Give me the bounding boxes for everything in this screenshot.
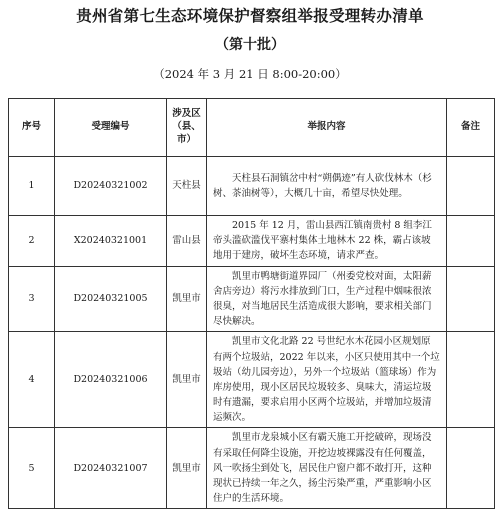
row-code: D20240321007 [55, 428, 167, 509]
column-header-district: 涉及区（县、市） [167, 99, 207, 157]
page-title: 贵州省第七生态环境保护督察组举报受理转办清单 [76, 6, 424, 25]
table-row [9, 157, 495, 216]
row-seq: 5 [9, 428, 55, 509]
row-remark [447, 216, 495, 267]
row-seq: 2 [9, 216, 55, 267]
row-content: 天柱县石洞镇岔中村“朔偶迹”有人砍伐林木（杉树、茶油树等），大概几十亩，希望尽快处理。 [207, 157, 447, 216]
column-header-remark: 备注 [447, 99, 495, 157]
row-district: 天柱县 [167, 157, 207, 216]
row-code: D20240321002 [55, 157, 167, 216]
row-code: D20240321006 [55, 332, 167, 428]
row-content: 2015 年 12 月，雷山县西江镇南贵村 8 组李江帝头滥砍滥伐平寨村集体土地林木 22 株，霸占该坡地用于建房，破坏生态环境，请求严查。 [207, 216, 447, 267]
table-header-row [9, 99, 495, 157]
row-content: 凯里市文化北路 22 号世纪水木花园小区规划原有两个垃圾站，2022 年以来，小区只使用其中一个垃圾站（幼儿园旁边），另外一个垃圾站（篮球场）作为库房使用，现小区居民垃圾较多、臭味大，清运垃圾时有遗漏，要求启用小区两个垃圾站，并增加垃圾清运频次。 [207, 332, 447, 428]
row-district: 凯里市 [167, 332, 207, 428]
column-header-content: 举报内容 [207, 99, 447, 157]
row-remark [447, 266, 495, 332]
row-seq: 4 [9, 332, 55, 428]
row-district: 雷山县 [167, 216, 207, 267]
row-content: 凯里市龙泉城小区有霸天施工开挖破碎，现场没有采取任何降尘设施，开挖边坡裸露没有任何覆盖，风一吹扬尘到处飞，居民住户窗户都不敢打开，这种现状已持续一年之久，扬尘污染严重，严重影响小区住户的生活环境。 [207, 428, 447, 509]
batch-subtitle: （第十批） [215, 37, 285, 53]
row-remark [447, 428, 495, 509]
row-district: 凯里市 [167, 266, 207, 332]
row-code: X20240321001 [55, 216, 167, 267]
row-seq: 3 [9, 266, 55, 332]
table-row [9, 216, 495, 267]
row-remark [447, 157, 495, 216]
report-table [8, 98, 495, 509]
row-content: 凯里市鸭塘街道界园厂（州委党校对面，太阳薪舍店旁边）将污水排放到门口，生产过程中烟味很浓很臭，对当地居民生活造成很大影响，要求相关部门尽快解决。 [207, 266, 447, 332]
row-seq: 1 [9, 157, 55, 216]
table-row [9, 266, 495, 332]
row-district: 凯里市 [167, 428, 207, 509]
row-remark [447, 332, 495, 428]
table-row [9, 428, 495, 509]
row-code: D20240321005 [55, 266, 167, 332]
table-row [9, 332, 495, 428]
column-header-seq: 序号 [9, 99, 55, 157]
column-header-code: 受理编号 [55, 99, 167, 157]
time-range: （2024 年 3 月 21 日 8:00-20:00） [153, 67, 347, 81]
